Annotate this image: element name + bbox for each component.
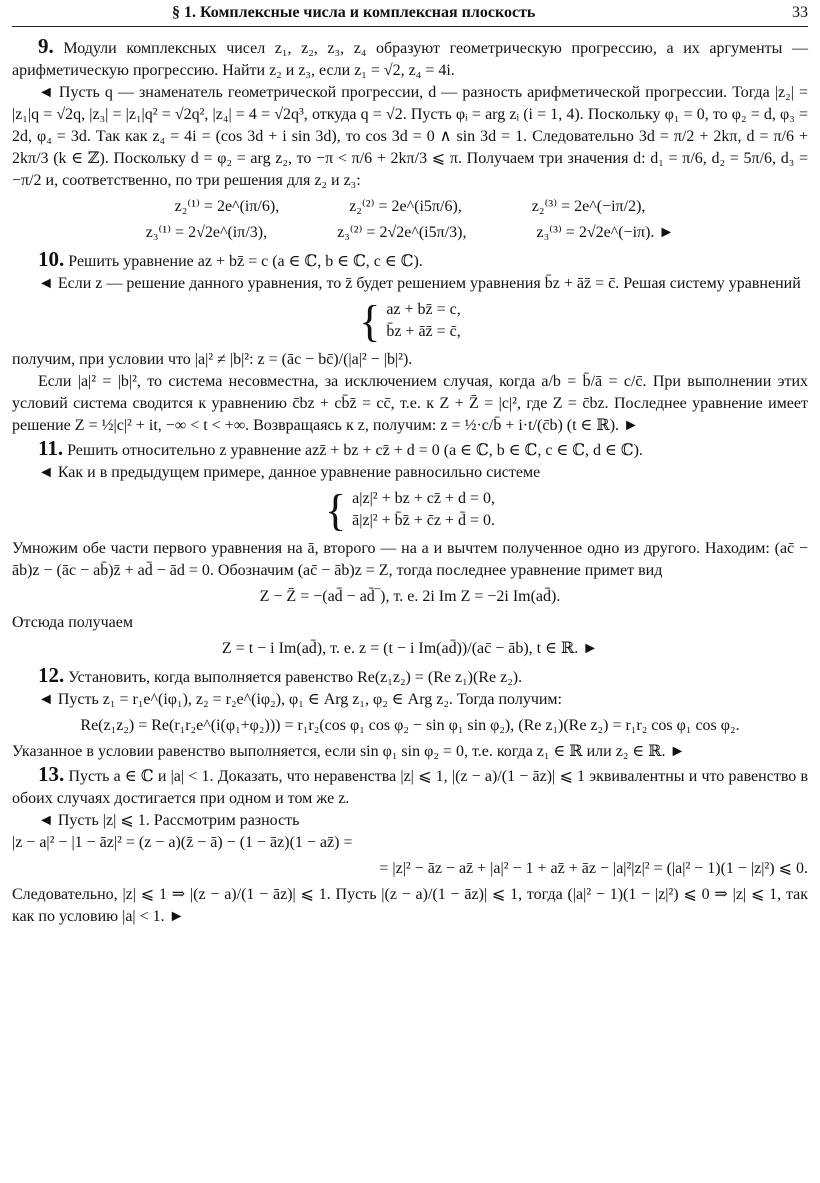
equation-system [12, 488, 808, 534]
problem-13-solution-1: ◄ Пусть |z| ⩽ 1. Рассмотрим разность [38, 812, 300, 829]
statement-text: Решить относительно z уравнение azz̄ + bz + cz̄ + d = 0 (a ∈ ℂ, b ∈ ℂ, c ∈ ℂ, d ∈ ℂ). [67, 442, 643, 459]
system-line-2: ā|z|² + b̄z̄ + c̄z + d̄ = 0. [352, 512, 495, 529]
problem-10 [12, 248, 808, 437]
section-title: § 1. Комплексные числа и комплексная плоскость [172, 4, 536, 21]
problem-11 [12, 437, 808, 660]
problem-12-solution-1: ◄ Пусть z₁ = r₁e^(iφ₁), z₂ = r₂e^(iφ₂), φ₁ ∈ Arg z₁, φ₂ ∈ Arg z₂. Тогда получим: [38, 691, 562, 708]
page [12, 0, 808, 928]
system-line-2: b̄z + āz̄ = c̄, [386, 323, 461, 340]
display-equation: Z − Z̄ = −(ad̄ − ad̄‾), т. е. 2i Im Z = −2i Im(ad̄). [259, 588, 561, 605]
problem-10-solution-1: ◄ Если z — решение данного уравнения, то z̄ будет решением уравнения b̄z + āz̄ = c̄. Решая систему уравнений [38, 275, 801, 292]
problem-number: 10. [38, 247, 65, 271]
system-brace: { [325, 486, 347, 535]
problem-13-solution-2: Следовательно, |z| ⩽ 1 ⇒ |(z − a)/(1 − āz)| ⩽ 1. Пусть |(z − a)/(1 − āz)| ⩽ 1, тогда (|a|² − 1)(1 − |z|²) ⩽ 0 ⇒ |z| ⩽ 1, так как по условию |a| < 1. ► [12, 886, 808, 925]
display-equation: = |z|² − āz − az̄ + |a|² − 1 + az̄ + āz − |a|²|z|² = (|a|² − 1)(1 − |z|²) ⩽ 0. [379, 860, 808, 877]
equation-system [12, 299, 808, 345]
z2-solution-3: z₂⁽³⁾ = 2e^(−iπ/2), [531, 198, 646, 215]
statement-text: Решить уравнение az + bz̄ = c (a ∈ ℂ, b ∈ ℂ, c ∈ ℂ). [68, 253, 423, 270]
display-equation: Z = t − i Im(ad̄), т. е. z = (t − i Im(ad̄))/(ac̄ − āb), t ∈ ℝ. ► [221, 640, 599, 657]
problem-13 [12, 763, 808, 928]
system-line-1: az + bz̄ = c, [386, 301, 461, 318]
running-header [12, 0, 808, 27]
problem-12-solution-2: Указанное в условии равенство выполняется, если sin φ₁ sin φ₂ = 0, т.е. когда z₁ ∈ ℝ или z₂ ∈ ℝ. ► [12, 743, 686, 760]
statement-text: Пусть a ∈ ℂ и |a| < 1. Доказать, что неравенства |z| ⩽ 1, |(z − a)/(1 − āz)| ⩽ 1 эквивалентны и что равенство в обоих случаях достигается при одном и том же z. [12, 768, 809, 807]
system-brace: { [359, 297, 381, 346]
page-number: 33 [792, 4, 808, 21]
problem-9-solution: ◄ Пусть q — знаменатель геометрической прогрессии, d — разность арифметической прогрессии. Тогда |z₂| = |z₁|q = √2q, |z₃| = |z₁|q² = √2q², |z₄| = 4 = √2q³, откуда q = √2. Пусть φᵢ = arg zᵢ (i = 1, 4). Поскольку φ₁ = 0, то φ₂ = d, φ₃ = 2d, φ₄ = 3d. Так как z₄ = 4i = (cos 3d + i sin 3d), то cos 3d = 0 ∧ sin 3d = 1. Следовательно 3d = π/2 + 2kπ, d = π/6 + 2kπ/3 (k ∈ ℤ). Поскольку d = φ₂ = arg z₂, то −π < π/6 + 2kπ/3 ⩽ π. Получаем три значения d: d₁ = π/6, d₂ = 5π/6, d₃ = −π/2 и, соответственно, по три решения для z₂ и z₃: [12, 84, 809, 189]
z3-solution-2: z₃⁽²⁾ = 2√2e^(i5π/3), [337, 224, 467, 241]
problem-number: 11. [38, 436, 64, 460]
problem-13-statement [12, 763, 808, 810]
problem-11-statement [12, 437, 808, 462]
problem-number: 13. [38, 762, 65, 786]
problem-11-solution-1: ◄ Как и в предыдущем примере, данное уравнение равносильно системе [38, 464, 541, 481]
problem-10-statement [12, 248, 808, 273]
problem-10-solution-3: Если |a|² = |b|², то система несовместна, за исключением случая, когда a/b = b̄/ā = c/c̄. При выполнении этих условий система сводится к уравнению c̄bz + cb̄z̄ = cc̄, т.е. к Z + Z̄ = |c|², где Z = c̄bz. Последнее уравнение имеет решение Z = ½|c|² + it, −∞ < t < +∞. Возвращаясь к z, получим: z = ½·c/b̄ + i·t/(c̄b) (t ∈ ℝ). ► [12, 373, 808, 434]
z2-solution-2: z₂⁽²⁾ = 2e^(i5π/6), [349, 198, 462, 215]
z3-solutions [12, 222, 808, 244]
statement-text: Модули комплексных чисел z₁, z₂, z₃, z₄ образуют геометрическую прогрессию, а их аргументы — арифметическую прогрессию. Найти z₂ и z₃, если z₁ = √2, z₄ = 4i. [12, 40, 808, 79]
problem-11-solution-2: Умножим обе части первого уравнения на ā, второго — на a и вычтем полученное одно из другого. Находим: (ac̄ − āb)z − (āc − ab̄)z̄ + ad̄ − ād = 0. Обозначим (ac̄ − āb)z = Z, тогда последнее уравнение примет вид [12, 540, 808, 579]
display-equation: |z − a|² − |1 − āz|² = (z − a)(z̄ − ā) − (1 − āz)(1 − az̄) = [12, 834, 353, 851]
problem-10-solution-2: получим, при условии что |a|² ≠ |b|²: z = (āc − bc̄)/(|a|² − |b|²). [12, 351, 413, 368]
z3-solution-1: z₃⁽¹⁾ = 2√2e^(iπ/3), [145, 224, 268, 241]
problem-11-solution-3: Отсюда получаем [12, 614, 133, 631]
statement-text: Установить, когда выполняется равенство Re(z₁z₂) = (Re z₁)(Re z₂). [68, 669, 523, 686]
problem-9 [12, 35, 808, 244]
problem-12 [12, 664, 808, 763]
problem-9-statement [12, 35, 808, 82]
z2-solutions [12, 196, 808, 218]
system-line-1: a|z|² + bz + cz̄ + d = 0, [352, 490, 495, 507]
z2-solution-1: z₂⁽¹⁾ = 2e^(iπ/6), [174, 198, 280, 215]
problem-12-statement [12, 664, 808, 689]
display-equation: Re(z₁z₂) = Re(r₁r₂e^(i(φ₁+φ₂))) = r₁r₂(cos φ₁ cos φ₂ − sin φ₁ sin φ₂), (Re z₁)(Re z₂) = r₁r₂ cos φ₁ cos φ₂. [80, 717, 740, 734]
z3-solution-3: z₃⁽³⁾ = 2√2e^(−iπ). ► [536, 224, 675, 241]
problem-number: 12. [38, 663, 65, 687]
problem-number: 9. [38, 34, 54, 58]
